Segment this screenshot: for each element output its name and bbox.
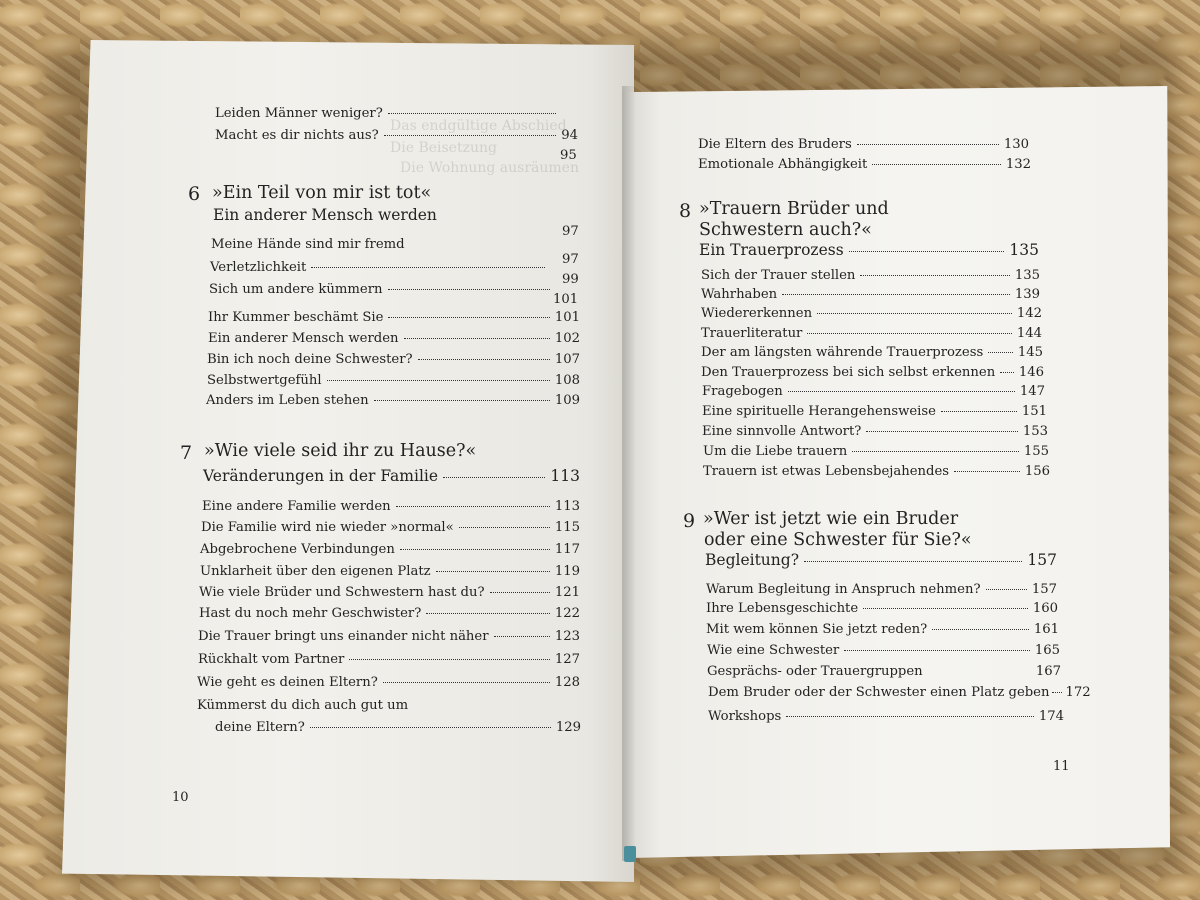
toc-entry-line[interactable]: Kümmerst du dich auch gut um (197, 698, 409, 713)
toc-page-number: 101 (553, 292, 579, 307)
chapter-title: »Wer ist jetzt wie ein Bruder (703, 509, 959, 529)
chapter-subtitle[interactable]: Veränderungen in der Familie 113 (203, 467, 580, 485)
toc-entry[interactable]: Wie eine Schwester 165 (707, 643, 1060, 658)
toc-entry[interactable]: Die Familie wird nie wieder »normal« 115 (201, 520, 580, 535)
book-gutter (622, 86, 636, 861)
chapter-title: Schwestern auch?« (699, 220, 872, 240)
toc-entry[interactable]: Fragebogen 147 (702, 384, 1045, 399)
chapter-title: oder eine Schwester für Sie?« (704, 530, 972, 550)
toc-entry[interactable]: Bin ich noch deine Schwester? 107 (207, 352, 580, 367)
toc-entry[interactable]: Wie geht es deinen Eltern? 128 (197, 675, 580, 690)
chapter-subtitle[interactable]: Ein Trauerprozess 135 (699, 241, 1039, 259)
toc-entry[interactable]: Hast du noch mehr Geschwister? 122 (199, 606, 580, 621)
chapter-number: 6 (188, 183, 201, 205)
show-through-text: Das endgültige Abschied (390, 118, 567, 134)
toc-entry[interactable]: Macht es dir nichts aus? 94 (215, 128, 578, 143)
toc-entry[interactable]: Trauerliteratur 144 (701, 326, 1042, 341)
toc-entry[interactable]: Meine Hände sind mir fremd (211, 237, 405, 252)
toc-entry[interactable]: Wie viele Brüder und Schwestern hast du? 121 (199, 585, 580, 600)
toc-entry[interactable]: Eine sinnvolle Antwort? 153 (702, 424, 1048, 439)
page-number-folio: 11 (1053, 759, 1070, 774)
chapter-number: 9 (683, 510, 696, 532)
show-through-text: Die Beisetzung (390, 140, 497, 156)
toc-entry[interactable]: Ihr Kummer beschämt Sie 101 (208, 310, 580, 325)
toc-entry[interactable]: Trauern ist etwas Lebensbejahendes 156 (703, 464, 1050, 479)
chapter-title: »Trauern Brüder und (699, 199, 889, 219)
toc-entry[interactable]: Verletzlichkeit (210, 260, 550, 275)
toc-entry[interactable]: Die Trauer bringt uns einander nicht näher 123 (198, 629, 580, 644)
toc-entry[interactable]: Eine andere Familie werden 113 (202, 499, 580, 514)
toc-entry[interactable]: Ein anderer Mensch werden 102 (208, 331, 580, 346)
chapter-title: »Ein Teil von mir ist tot« (212, 183, 432, 203)
page-number-folio: 10 (172, 790, 189, 805)
chapter-subtitle[interactable]: Begleitung? 157 (705, 551, 1057, 569)
toc-entry[interactable]: Leiden Männer weniger? (215, 106, 578, 121)
toc-entry[interactable]: Mit wem können Sie jetzt reden? 161 (706, 622, 1059, 637)
toc-entry[interactable]: Anders im Leben stehen 109 (206, 393, 580, 408)
toc-entry[interactable]: Workshops 174 (708, 709, 1064, 724)
toc-entry[interactable]: Den Trauerprozess bei sich selbst erkennen 146 (701, 365, 1044, 380)
toc-entry[interactable]: Gesprächs- oder Trauergruppen 167 (707, 664, 1061, 679)
toc-page-number: 99 (562, 272, 579, 287)
toc-page-number: 95 (560, 148, 577, 163)
chapter-number: 7 (180, 442, 193, 464)
toc-entry[interactable]: Wahrhaben 139 (701, 287, 1040, 302)
toc-entry[interactable]: Unklarheit über den eigenen Platz 119 (200, 564, 580, 579)
chapter-title: »Wie viele seid ihr zu Hause?« (204, 441, 477, 461)
toc-entry[interactable]: Emotionale Abhängigkeit 132 (698, 157, 1031, 172)
toc-entry[interactable]: Abgebrochene Verbindungen 117 (200, 542, 580, 557)
toc-entry[interactable]: Die Eltern des Bruders 130 (698, 137, 1029, 152)
show-through-text: Die Wohnung ausräumen (400, 160, 579, 176)
toc-entry[interactable]: Rückhalt vom Partner 127 (198, 652, 580, 667)
toc-entry[interactable]: Eine spirituelle Herangehensweise 151 (702, 404, 1047, 419)
toc-entry[interactable]: Sich um andere kümmern (209, 282, 580, 297)
toc-entry[interactable]: Um die Liebe trauern 155 (703, 444, 1049, 459)
toc-entry[interactable]: Warum Begleitung in Anspruch nehmen? 157 (706, 582, 1057, 597)
toc-page-number: 97 (562, 224, 579, 239)
bookmark-ribbon (624, 846, 636, 862)
toc-entry[interactable]: Ihre Lebensgeschichte 160 (706, 601, 1058, 616)
toc-entry[interactable]: deine Eltern? 129 (215, 720, 581, 735)
chapter-number: 8 (679, 200, 692, 222)
toc-entry[interactable]: Dem Bruder oder der Schwester einen Platz geben 172 (708, 685, 1091, 700)
toc-entry[interactable]: Selbstwertgefühl 108 (207, 373, 580, 388)
toc-entry[interactable]: Wiedererkennen 142 (701, 306, 1042, 321)
toc-page-number: 97 (562, 252, 579, 267)
toc-entry[interactable]: Der am längsten währende Trauerprozess 145 (701, 345, 1043, 360)
toc-entry[interactable]: Sich der Trauer stellen 135 (701, 268, 1040, 283)
chapter-subtitle[interactable]: Ein anderer Mensch werden (213, 206, 437, 224)
